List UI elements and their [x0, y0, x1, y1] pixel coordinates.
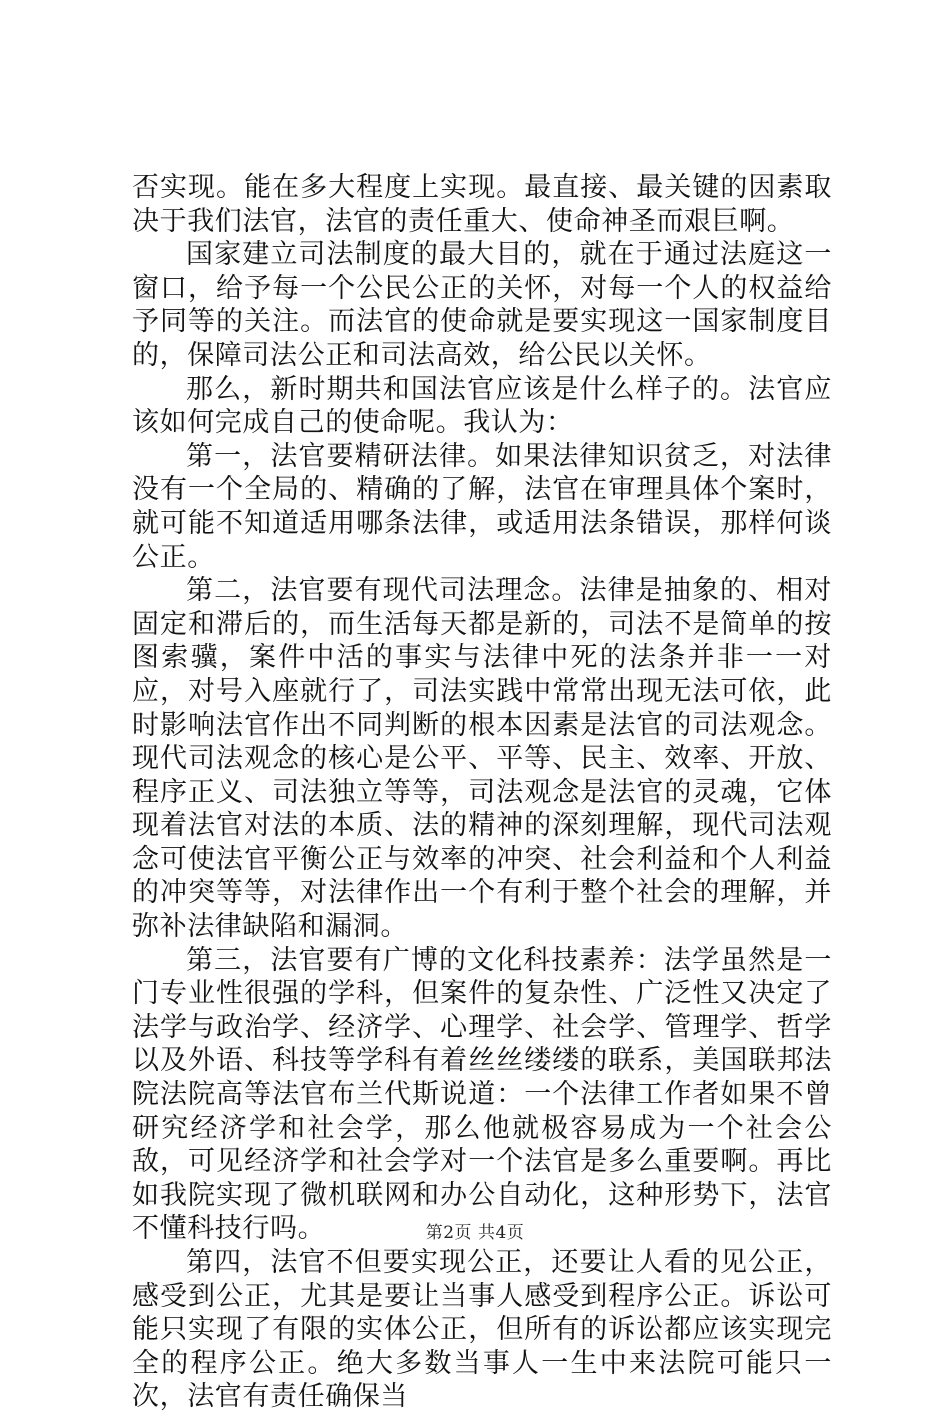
paragraph-point-three: 第三，法官要有广博的文化科技素养：法学虽然是一门专业性很强的学科，但案件的复杂性、广泛性又决定了法学与政治学、经济学、心理学、社会学、管理学、哲学以及外语、科技等学科有着丝丝缕缕的联系，美国联邦法院法院高等法官布兰代斯说道：一个法律工作者如果不曾研究经济学和社会学，那么他就极容易成为一个社会公敌，可见经济学和社会学对一个法官是多么重要啊。再比如我院实现了微机联网和办公自动化，这种形势下，法官不懂科技行吗。: [132, 944, 832, 1245]
paragraph-question: 那么，新时期共和国法官应该是什么样子的。法官应该如何完成自己的使命呢。我认为：: [132, 373, 832, 439]
paragraph-point-one: 第一，法官要精研法律。如果法律知识贫乏，对法律没有一个全局的、精确的了解，法官在审理具体个案时，就可能不知道适用哪条法律，或适用法条错误，那样何谈公正。: [132, 440, 832, 573]
paragraph-point-two: 第二，法官要有现代司法理念。法律是抽象的、相对固定和滞后的，而生活每天都是新的，司法不是简单的按图索骥，案件中活的事实与法律中死的法条并非一一对应，对号入座就行了，司法实践中常常出现无法可依，此时影响法官作出不同判断的根本因素是法官的司法观念。现代司法观念的核心是公平、平等、民主、效率、开放、程序正义、司法独立等等，司法观念是法官的灵魂，它体现着法官对法的本质、法的精神的深刻理解，现代司法观念可使法官平衡公正与效率的冲突、社会利益和个人利益的冲突等等，对法律作出一个有利于整个社会的理解，并弥补法律缺陷和漏洞。: [132, 575, 832, 943]
paragraph-continuation: 否实现。能在多大程度上实现。最直接、最关键的因素取决于我们法官，法官的责任重大、使命神圣而艰巨啊。: [132, 172, 832, 237]
paragraph-point-four: 第四，法官不但要实现公正，还要让人看的见公正，感受到公正，尤其是要让当事人感受到程序公正。诉讼可能只实现了有限的实体公正，但所有的诉讼都应该实现完全的程序公正。绝大多数当事人一生中来法院可能只一次，法官有责任确保当: [132, 1247, 832, 1413]
page-number-footer: 第2页 共4页: [425, 1223, 525, 1243]
paragraph-judicial-purpose: 国家建立司法制度的最大目的，就在于通过法庭这一窗口，给予每一个公民公正的关怀，对每一个人的权益给予同等的关注。而法官的使命就是要实现这一国家制度目的，保障司法公正和司法高效，给公民以关怀。: [132, 239, 832, 371]
